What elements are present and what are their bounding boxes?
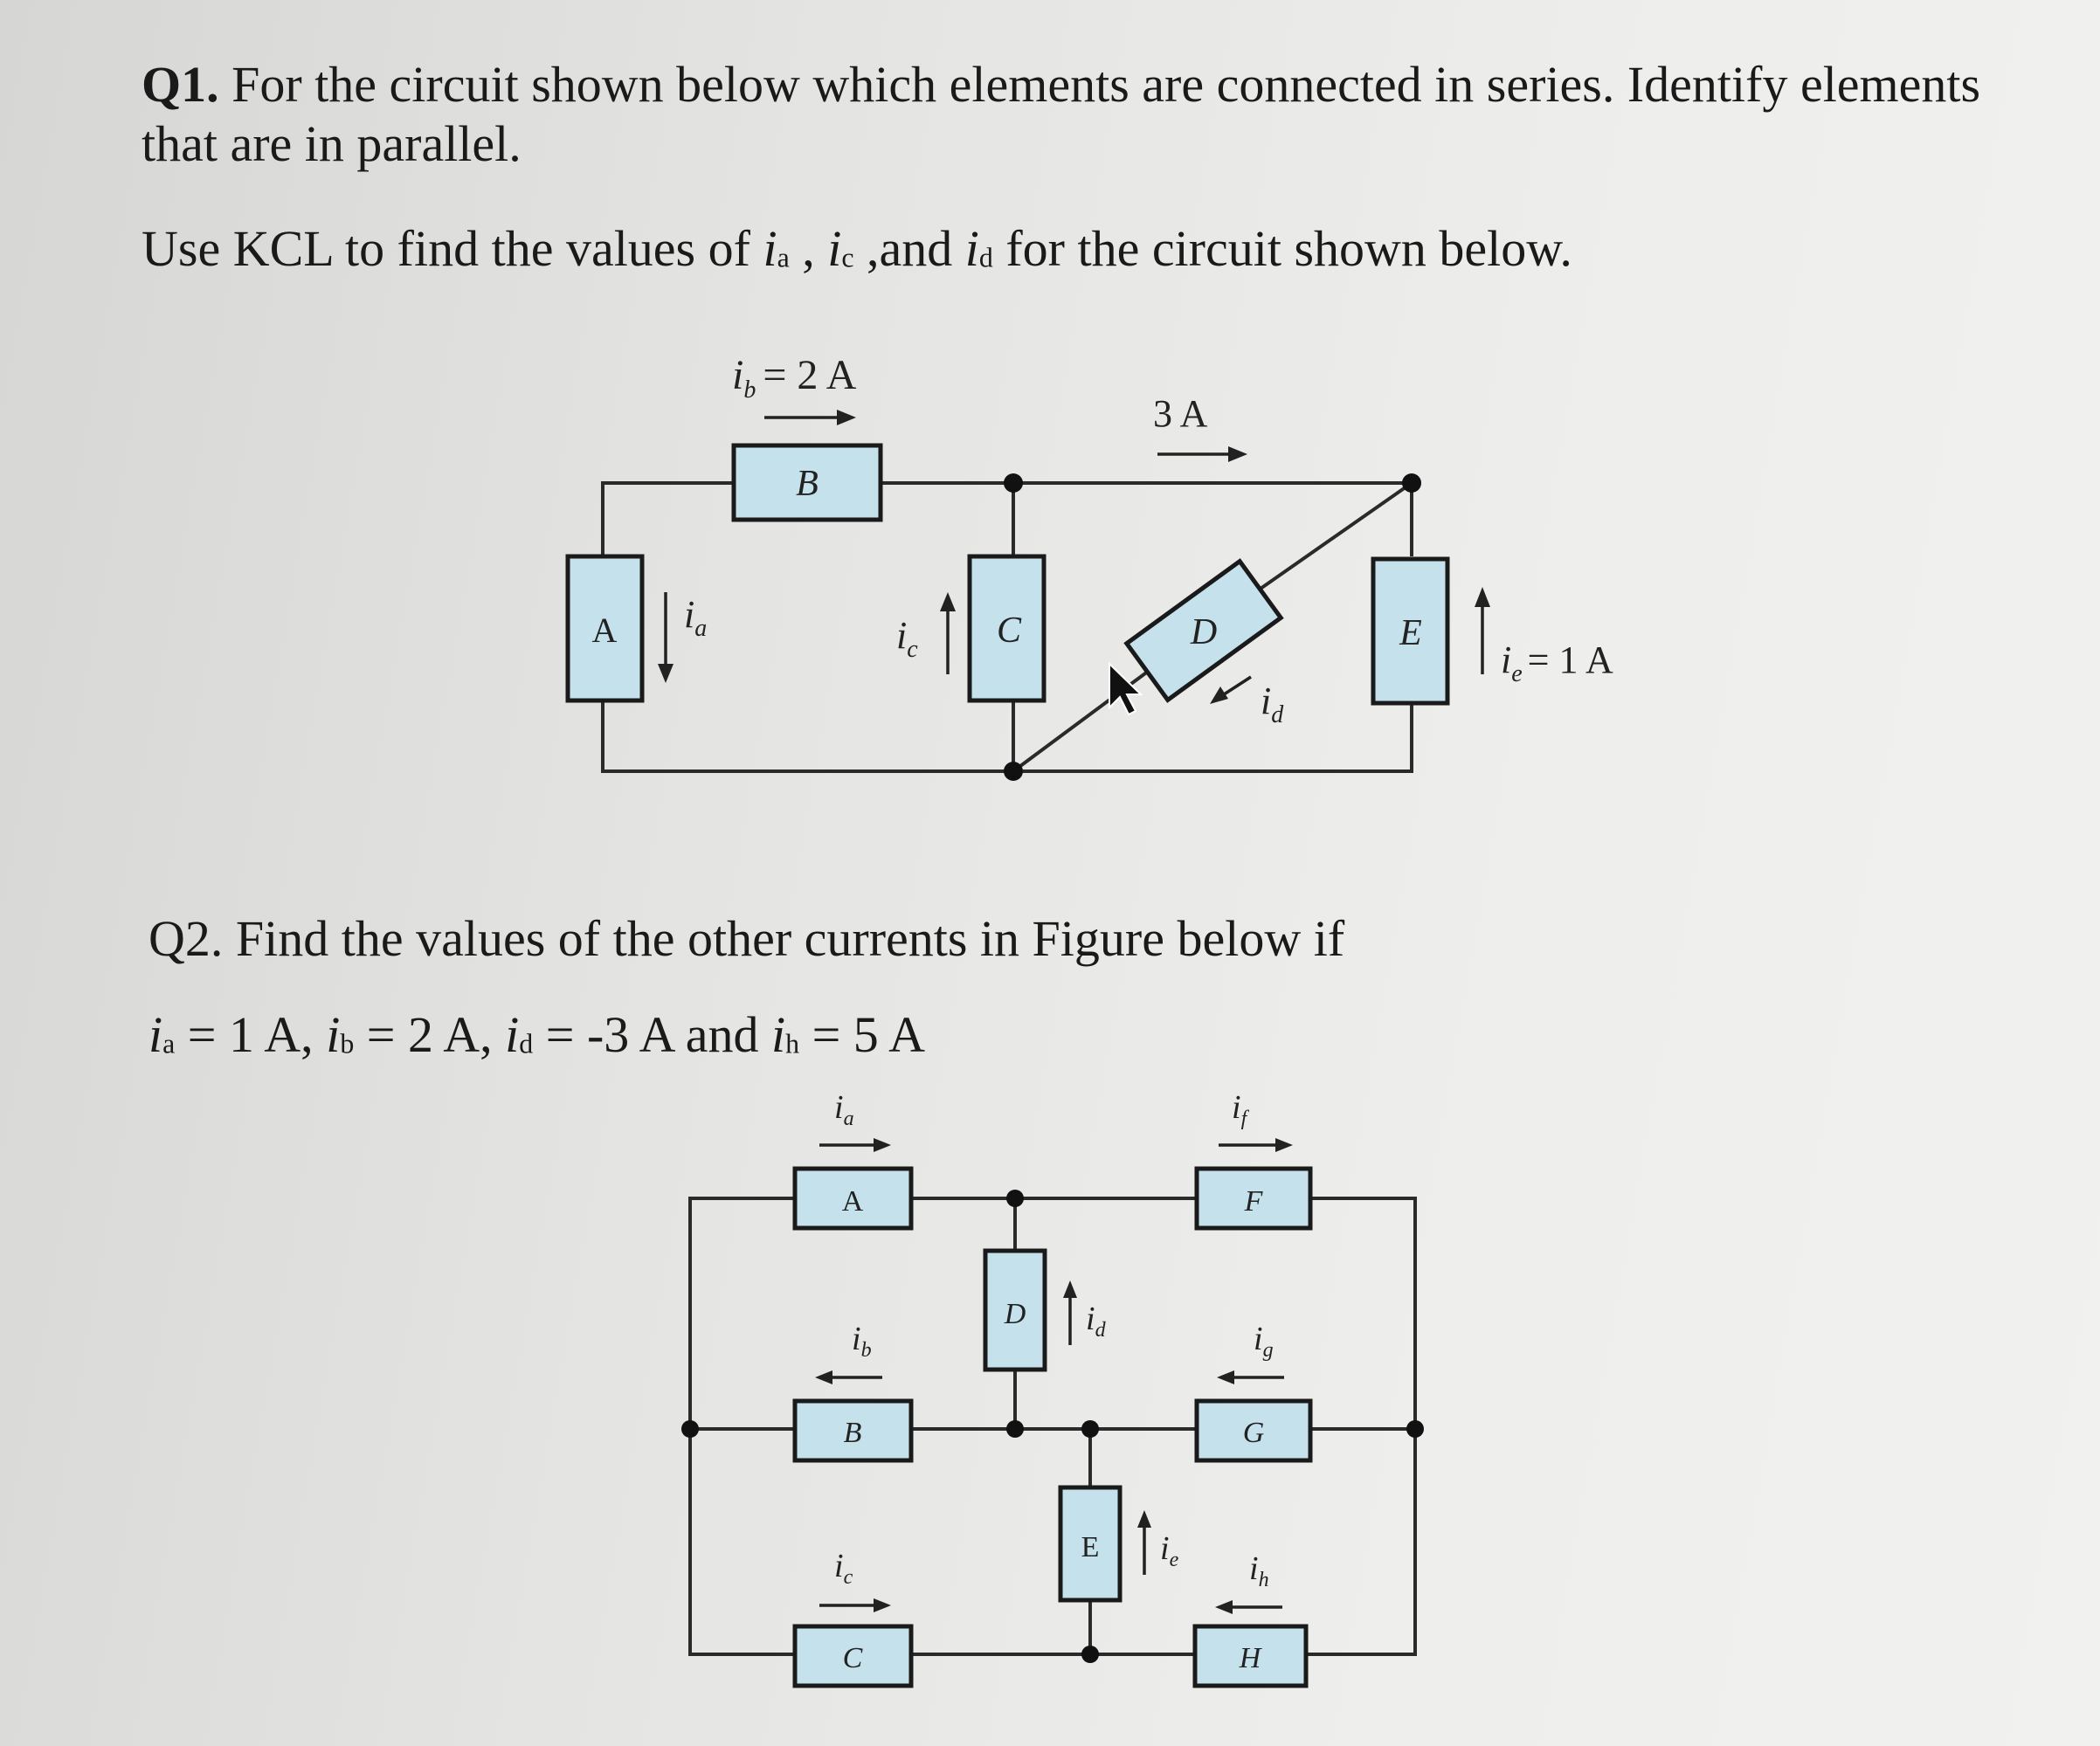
c2-ih-label: $i_h$ — [1249, 1550, 1269, 1591]
c2-ib-arrow-icon — [815, 1370, 882, 1384]
c1-element-e-label: E — [1399, 613, 1422, 653]
c2-node-left — [681, 1420, 699, 1438]
c1-ib-arrow-icon — [764, 410, 856, 425]
c2-if-label: $i_f$ — [1232, 1089, 1247, 1130]
q1-number: Q1. — [142, 56, 219, 113]
circuit-1 — [568, 352, 1613, 781]
c2-ia-arrow-icon — [819, 1138, 891, 1152]
c2-ia-label: $i_a$ — [834, 1089, 854, 1130]
c2-id-label: $i_d$ — [1086, 1301, 1106, 1342]
c2-node-right — [1406, 1420, 1424, 1438]
c1-top-current-label: 3 A — [1153, 392, 1208, 435]
c1-ia-arrow-icon — [658, 592, 674, 683]
c2-ig-label: $i_g$ — [1254, 1321, 1274, 1362]
c1-ie-label: $i_e = 1$ A — [1501, 638, 1613, 687]
c2-element-e-label: E — [1081, 1531, 1100, 1563]
c1-element-b-label: B — [796, 464, 819, 504]
q1-text-1: For the circuit shown below which elements are connected in series. Identify elements — [231, 56, 1981, 113]
c2-wire-top-right — [1306, 1198, 1415, 1654]
c1-node-top-c — [1004, 473, 1023, 493]
c2-id-arrow-icon — [1063, 1280, 1077, 1345]
c1-element-a-label: A — [591, 611, 618, 650]
c2-ih-arrow-icon — [1215, 1600, 1282, 1614]
mouse-cursor-icon — [1109, 664, 1141, 714]
c2-if-arrow-icon — [1219, 1138, 1293, 1152]
c2-element-f-label: F — [1244, 1185, 1263, 1218]
c1-id-arrow-icon — [1210, 677, 1251, 704]
c2-wire-bottom-left — [690, 1429, 795, 1654]
c2-node-top-d — [1006, 1190, 1024, 1207]
c2-ie-label: $i_e$ — [1160, 1530, 1179, 1571]
c1-wire-top-mid — [881, 483, 1412, 556]
c1-node-top-e — [1402, 473, 1421, 493]
c2-ic-label: $i_c$ — [834, 1548, 853, 1589]
c2-ic-arrow-icon — [819, 1598, 891, 1612]
c2-element-h-label: H — [1239, 1642, 1261, 1674]
q1-question-line-3: Use KCL to find the values of ia , ic ,and id for the circuit shown below. — [142, 220, 1572, 277]
c1-ic-label: $i_c$ — [896, 614, 918, 663]
circuit-2 — [681, 1089, 1424, 1686]
c1-element-c-label: C — [996, 611, 1022, 651]
c1-element-d-label: D — [1190, 612, 1218, 652]
c2-element-a-label: A — [841, 1185, 864, 1218]
q1-question-line-2: that are in parallel. — [142, 115, 522, 172]
c2-ie-arrow-icon — [1137, 1510, 1151, 1575]
c2-node-bottom-e — [1081, 1646, 1099, 1663]
c1-node-bottom — [1004, 762, 1023, 781]
c1-wire-top-left — [603, 483, 734, 556]
c1-wire-bottom — [603, 700, 1412, 771]
c1-ib-label: $i_b = 2$ A — [732, 352, 857, 404]
c2-element-c-label: C — [842, 1642, 863, 1674]
c2-ig-arrow-icon — [1217, 1370, 1284, 1384]
c2-element-g-label: G — [1242, 1417, 1265, 1449]
c1-id-label: $i_d$ — [1261, 680, 1284, 728]
q2-question-line-1: Q2. Find the values of the other currents in Figure below if — [149, 910, 1345, 967]
c2-element-b-label: B — [843, 1417, 862, 1449]
c1-ic-arrow-icon — [940, 592, 956, 674]
c1-ia-label: $i_a$ — [684, 593, 708, 642]
c2-node-mid-e — [1081, 1420, 1099, 1438]
c2-node-mid-d — [1006, 1420, 1024, 1438]
c2-wire-top-left — [690, 1198, 795, 1429]
c1-top-current-arrow-icon — [1157, 446, 1247, 462]
c2-ib-label: $i_b$ — [852, 1321, 872, 1362]
q2-given-values: ia = 1 A, ib = 2 A, id = -3 A and ih = 5 A — [149, 1006, 925, 1063]
c2-element-d-label: D — [1004, 1298, 1026, 1330]
c1-ie-arrow-icon — [1475, 587, 1490, 674]
